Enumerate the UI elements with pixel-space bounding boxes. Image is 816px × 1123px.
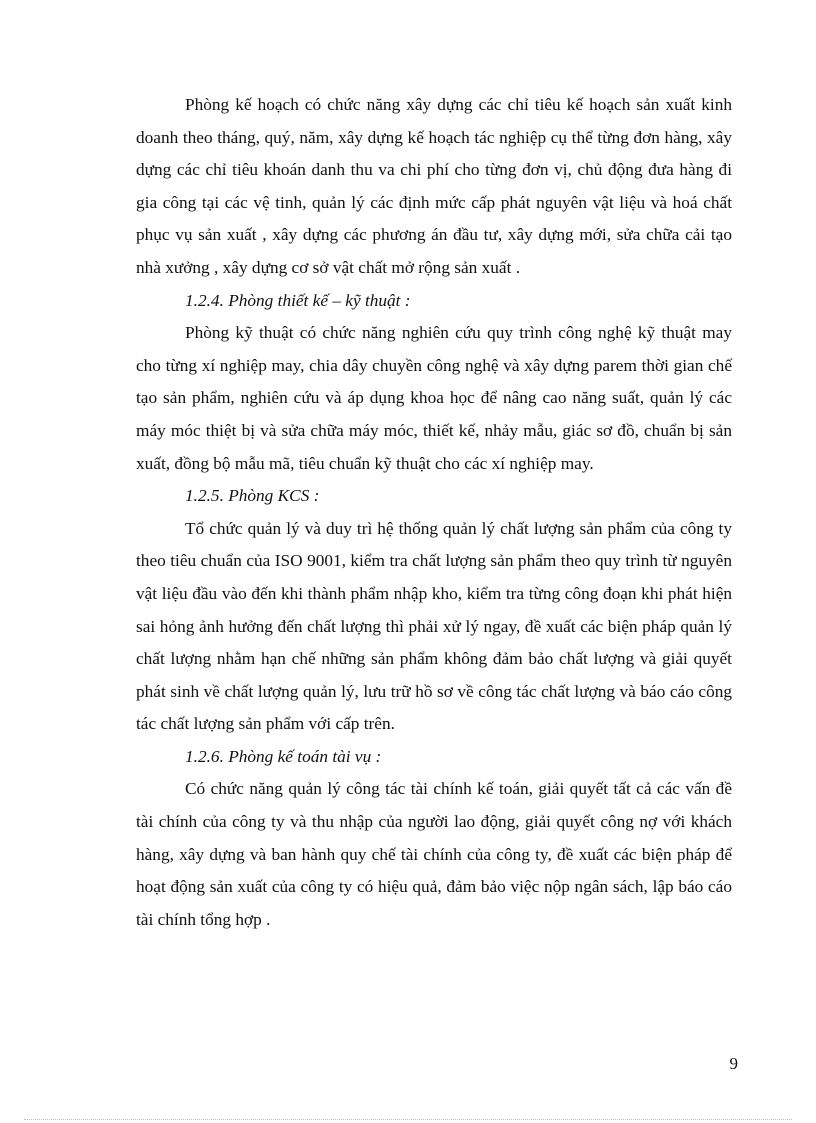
paragraph-technical-department: Phòng kỹ thuật có chức năng nghiên cứu quy trình công nghệ kỹ thuật may cho từng xí nghiệp may, chia dây chuyền công nghệ và xây dựng parem thời gian chế tạo sản phẩm, nghiên cứu và áp dụng khoa học để nâng cao năng suất, quản lý các máy móc thiệt bị và sửa chữa máy móc, thiết kế, nhảy mẫu, giác sơ đồ, chuẩn bị sản xuất, đồng bộ mẫu mã, tiêu chuẩn kỹ thuật cho các xí nghiệp may. (136, 323, 732, 473)
footer-divider (24, 1119, 792, 1120)
heading-accounting-department: 1.2.6. Phòng kế toán tài vụ : (185, 746, 382, 766)
page-number: 9 (729, 1054, 738, 1073)
heading-design-technical-department: 1.2.4. Phòng thiết kế – kỹ thuật : (185, 290, 411, 310)
paragraph-accounting-department: Có chức năng quản lý công tác tài chính kế toán, giải quyết tất cả các vấn đề tài chính của công ty và thu nhập của người lao động, giải quyết công nợ với khách hàng, xây dựng và ban hành quy chế tài chính của công ty, đề xuất các biện pháp để hoạt động sản xuất của công ty có hiệu quả, đảm bảo việc nộp ngân sách, lập báo cáo tài chính tổng hợp . (136, 779, 732, 929)
paragraph-kcs-department: Tổ chức quản lý và duy trì hệ thống quản lý chất lượng sản phẩm của công ty theo tiêu chuẩn của ISO 9001, kiểm tra chất lượng sản phẩm theo quy trình từ nguyên vật liệu đầu vào đến khi thành phẩm nhập kho, kiểm tra từng công đoạn khi phát hiện sai hỏng ảnh hưởng đến chất lượng thì phải xử lý ngay, đề xuất các biện pháp quản lý chất lượng nhằm hạn chế những sản phẩm không đảm bảo chất lượng và giải quyết phát sinh về chất lượng quản lý, lưu trữ hồ sơ về công tác chất lượng và báo cáo công tác chất lượng sản phẩm với cấp trên. (136, 518, 732, 734)
heading-kcs-department: 1.2.5. Phòng KCS : (185, 486, 320, 506)
paragraph-planning-department: Phòng kế hoạch có chức năng xây dựng các chỉ tiêu kế hoạch sản xuất kinh doanh theo tháng, quý, năm, xây dựng kế hoạch tác nghiệp cụ thể từng đơn hàng, xây dựng các chỉ tiêu khoán danh thu va chi phí cho từng đơn vị, chủ động đưa hàng đi gia công tại các vệ tinh, quản lý các định mức cấp phát nguyên vật liệu và hoá chất phục vụ sản xuất , xây dựng các phương án đầu tư, xây dựng mới, sửa chữa cải tạo nhà xưởng , xây dựng cơ sở vật chất mở rộng sản xuất . (136, 95, 732, 277)
document-body (136, 89, 732, 936)
